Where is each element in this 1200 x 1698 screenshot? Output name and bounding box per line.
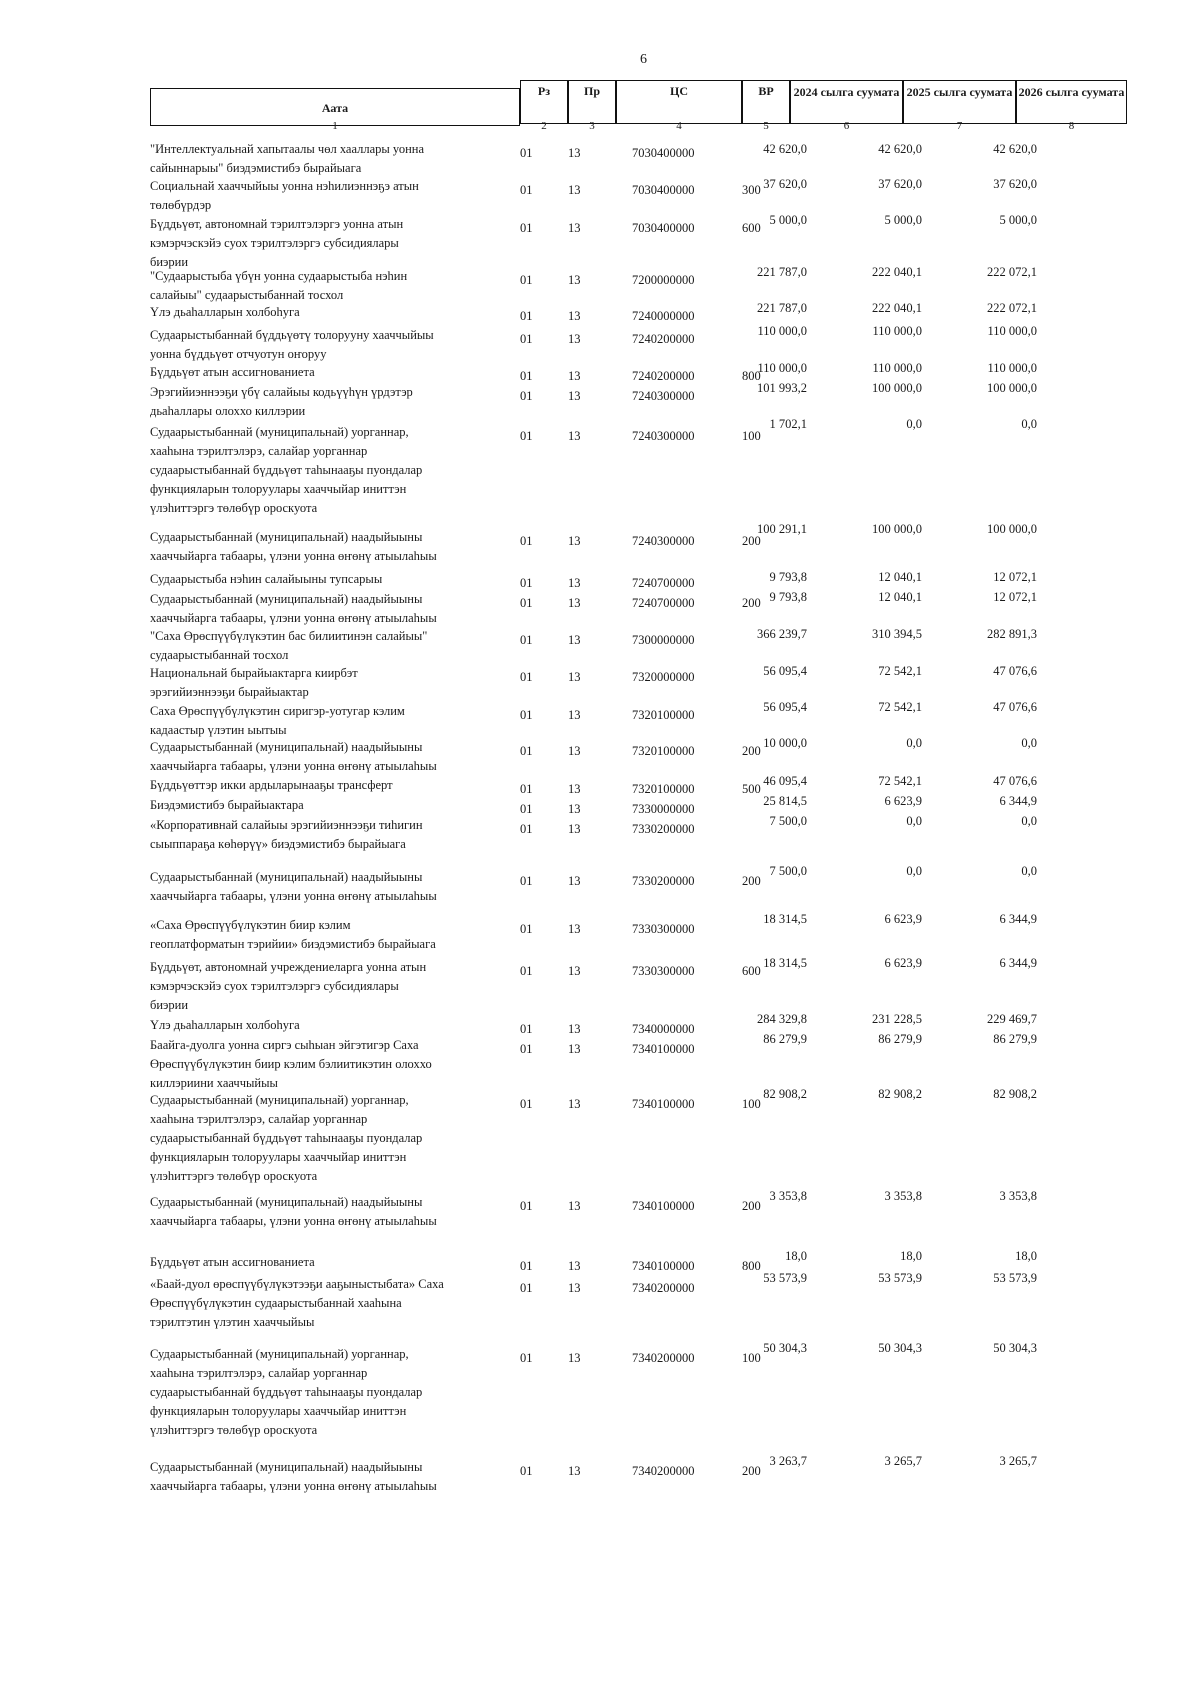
row-pr: 13 <box>568 146 581 160</box>
row-vr: 200 <box>742 1199 761 1213</box>
col-num-1: 1 <box>332 120 338 132</box>
col-num-6: 6 <box>843 120 850 132</box>
row-value-2025: 6 623,9 <box>884 956 922 970</box>
row-value-2025: 0,0 <box>906 417 922 431</box>
col-num-4: 4 <box>676 120 682 132</box>
row-cs: 7340100000 <box>632 1259 695 1273</box>
row-name: Судаарыстыбаннай (муниципальнай) наадыйыыны хааччыйарга табаары, үлэни уонна өҥөнү атыылаһыы <box>150 592 437 625</box>
row-value-2024: 5 000,0 <box>769 213 807 227</box>
row-rz: 01 <box>520 1351 533 1365</box>
row-value-2025: 50 304,3 <box>878 1341 922 1355</box>
row-value-2024: 110 000,0 <box>757 324 807 338</box>
row-name: Саха Өрөспүүбүлүкэтин сиригэр-уотугар кэлим кадаастыр үлэтин ыытыы <box>150 704 405 737</box>
row-value-2024: 221 787,0 <box>757 265 807 279</box>
row-rz: 01 <box>520 1199 533 1213</box>
row-value-2025: 12 040,1 <box>878 590 922 604</box>
row-rz: 01 <box>520 369 533 383</box>
row-rz: 01 <box>520 183 533 197</box>
row-value-2024: 82 908,2 <box>763 1087 807 1101</box>
row-pr: 13 <box>568 1199 581 1213</box>
row-rz: 01 <box>520 802 533 816</box>
row-name: Судаарыстыбаннай (муниципальнай) уорганнар, хааһына тэрилтэлэрэ, салайар уорганнар судаарыстыбаннай бүддьүөт таһынааҕы пуондалар функцияларын толоруулары хааччыйар иниттэн үлэһиттэргэ төлөбүр ороскуота <box>150 1347 423 1437</box>
header-pr: Пр <box>568 80 616 124</box>
row-value-2025: 3 265,7 <box>884 1454 922 1468</box>
row-vr: 200 <box>742 534 761 548</box>
row-pr: 13 <box>568 369 581 383</box>
row-name: Биэдэмистибэ бырайыактара <box>150 798 304 812</box>
row-rz: 01 <box>520 1259 533 1273</box>
row-name: "Судаарыстыба үбүн уонна судаарыстыба нэһин салайыы" судаарыстыбаннай тосхол <box>150 269 408 302</box>
row-value-2025: 100 000,0 <box>872 381 922 395</box>
row-name: «Баай-дуол өрөспүүбүлүкэтээҕи ааҕыныстыбата» Саха Өрөспүүбүлүкэтин судаарыстыбаннай хааһына тэрилтэтин үлэтин хааччыйыы <box>150 1277 444 1329</box>
row-value-2024: 110 000,0 <box>757 361 807 375</box>
row-value-2026: 282 891,3 <box>987 627 1037 641</box>
row-name: Баайга-дуолга уонна сиргэ сыһыан эйгэтигэр Саха Өрөспүүбүлүкэтин биир кэлим бэлиитикэтин олоххо киллэриини хааччыйыы <box>150 1038 432 1090</box>
row-name: Судаарыстыбаннай (муниципальнай) уорганнар, хааһына тэрилтэлэрэ, салайар уорганнар судаарыстыбаннай бүддьүөт таһынааҕы пуондалар функцияларын толоруулары хааччыйар иниттэн үлэһиттэргэ төлөбүр ороскуота <box>150 1093 423 1183</box>
row-value-2024: 3 263,7 <box>769 1454 807 1468</box>
row-rz: 01 <box>520 309 533 323</box>
row-pr: 13 <box>568 670 581 684</box>
row-cs: 7320100000 <box>632 744 695 758</box>
row-name: Судаарыстыба нэһин салайыыны тупсарыы <box>150 572 383 586</box>
row-cs: 7300000000 <box>632 633 695 647</box>
row-rz: 01 <box>520 429 533 443</box>
row-name: Национальнай бырайыактарга киирбэт эрэгийиэннээҕи бырайыактар <box>150 666 358 699</box>
row-value-2024: 7 500,0 <box>769 864 807 878</box>
row-pr: 13 <box>568 802 581 816</box>
row-value-2026: 222 072,1 <box>987 265 1037 279</box>
row-value-2024: 50 304,3 <box>763 1341 807 1355</box>
row-rz: 01 <box>520 633 533 647</box>
row-value-2025: 86 279,9 <box>878 1032 922 1046</box>
col-num-5: 5 <box>763 120 769 132</box>
row-rz: 01 <box>520 146 533 160</box>
row-cs: 7030400000 <box>632 146 695 160</box>
row-value-2025: 82 908,2 <box>878 1087 922 1101</box>
row-value-2026: 0,0 <box>1021 864 1037 878</box>
row-name: Бүддьүөт, автономнай тэрилтэлэргэ уонна атын кэмэрчэскэйэ суох тэрилтэлэргэ субсидиялары биэрии <box>150 217 404 269</box>
row-cs: 7340100000 <box>632 1042 695 1056</box>
row-pr: 13 <box>568 1097 581 1111</box>
row-rz: 01 <box>520 332 533 346</box>
row-cs: 7240700000 <box>632 596 695 610</box>
row-value-2024: 284 329,8 <box>757 1012 807 1026</box>
row-pr: 13 <box>568 576 581 590</box>
row-name: Судаарыстыбаннай (муниципальнай) наадыйыыны хааччыйарга табаары, үлэни уонна өҥөнү атыылаһыы <box>150 1460 437 1493</box>
row-cs: 7340100000 <box>632 1199 695 1213</box>
row-name: Үлэ дьаһалларын холбоһуга <box>150 305 300 319</box>
row-value-2025: 100 000,0 <box>872 522 922 536</box>
row-value-2026: 12 072,1 <box>993 590 1037 604</box>
row-value-2026: 47 076,6 <box>993 700 1037 714</box>
row-value-2026: 50 304,3 <box>993 1341 1037 1355</box>
row-rz: 01 <box>520 670 533 684</box>
row-rz: 01 <box>520 874 533 888</box>
row-value-2025: 222 040,1 <box>872 301 922 315</box>
row-value-2025: 72 542,1 <box>878 700 922 714</box>
row-value-2025: 5 000,0 <box>884 213 922 227</box>
row-rz: 01 <box>520 822 533 836</box>
row-value-2024: 221 787,0 <box>757 301 807 315</box>
header-vr: ВР <box>742 80 790 124</box>
row-value-2025: 0,0 <box>906 736 922 750</box>
row-cs: 7330000000 <box>632 802 695 816</box>
row-value-2025: 6 623,9 <box>884 912 922 926</box>
row-name: Судаарыстыбаннай (муниципальнай) уорганнар, хааһына тэрилтэлэрэ, салайар уорганнар судаарыстыбаннай бүддьүөт таһынааҕы пуондалар функцияларын толоруулары хааччыйар иниттэн үлэһиттэргэ төлөбүр ороскуота <box>150 425 423 515</box>
col-num-2: 2 <box>541 120 547 132</box>
row-value-2026: 18,0 <box>1015 1249 1037 1263</box>
row-cs: 7240300000 <box>632 429 695 443</box>
row-cs: 7330200000 <box>632 822 695 836</box>
row-value-2025: 231 228,5 <box>872 1012 922 1026</box>
row-value-2026: 37 620,0 <box>993 177 1037 191</box>
row-value-2026: 6 344,9 <box>999 794 1037 808</box>
row-cs: 7240200000 <box>632 332 695 346</box>
row-value-2026: 3 265,7 <box>999 1454 1037 1468</box>
row-name: Үлэ дьаһалларын холбоһуга <box>150 1018 300 1032</box>
row-value-2024: 46 095,4 <box>763 774 807 788</box>
row-value-2026: 110 000,0 <box>987 361 1037 375</box>
row-pr: 13 <box>568 874 581 888</box>
row-pr: 13 <box>568 273 581 287</box>
row-cs: 7340000000 <box>632 1022 695 1036</box>
row-vr: 300 <box>742 183 761 197</box>
row-vr: 200 <box>742 744 761 758</box>
row-value-2024: 37 620,0 <box>763 177 807 191</box>
row-value-2026: 100 000,0 <box>987 522 1037 536</box>
row-pr: 13 <box>568 534 581 548</box>
row-vr: 100 <box>742 1097 761 1111</box>
row-pr: 13 <box>568 922 581 936</box>
header-2025: 2025 сылга суумата <box>903 80 1016 124</box>
row-name: Судаарыстыбаннай (муниципальнай) наадыйыыны хааччыйарга табаары, үлэни уонна өҥөнү атыылаһыы <box>150 530 437 563</box>
row-pr: 13 <box>568 332 581 346</box>
row-cs: 7340200000 <box>632 1351 695 1365</box>
row-pr: 13 <box>568 782 581 796</box>
row-value-2026: 6 344,9 <box>999 956 1037 970</box>
row-vr: 100 <box>742 1351 761 1365</box>
header-2026: 2026 сылга суумата <box>1016 80 1127 124</box>
header-cs: ЦС <box>616 80 742 124</box>
row-name: Судаарыстыбаннай (муниципальнай) наадыйыыны хааччыйарга табаары, үлэни уонна өҥөнү атыылаһыы <box>150 1195 437 1228</box>
row-value-2026: 86 279,9 <box>993 1032 1037 1046</box>
row-pr: 13 <box>568 1042 581 1056</box>
row-vr: 200 <box>742 596 761 610</box>
row-cs: 7200000000 <box>632 273 695 287</box>
row-value-2025: 3 353,8 <box>884 1189 922 1203</box>
row-cs: 7320000000 <box>632 670 695 684</box>
row-value-2024: 18,0 <box>785 1249 807 1263</box>
row-cs: 7330300000 <box>632 922 695 936</box>
row-rz: 01 <box>520 1022 533 1036</box>
row-value-2025: 310 394,5 <box>872 627 922 641</box>
row-value-2025: 72 542,1 <box>878 664 922 678</box>
row-rz: 01 <box>520 596 533 610</box>
row-pr: 13 <box>568 964 581 978</box>
col-num-8: 8 <box>1068 120 1075 132</box>
row-name: "Интеллектуальнай хапытаалы чөл хааллары уонна сайыннарыы" биэдэмистибэ бырайыага <box>150 142 425 175</box>
row-value-2025: 18,0 <box>900 1249 922 1263</box>
row-name: «Саха Өрөспүүбүлүкэтин биир кэлим геоплатформатын тэрийии» биэдэмистибэ бырайыага <box>150 918 436 951</box>
row-rz: 01 <box>520 922 533 936</box>
row-value-2025: 0,0 <box>906 814 922 828</box>
row-value-2026: 222 072,1 <box>987 301 1037 315</box>
row-value-2024: 56 095,4 <box>763 700 807 714</box>
row-rz: 01 <box>520 744 533 758</box>
row-rz: 01 <box>520 782 533 796</box>
row-value-2025: 72 542,1 <box>878 774 922 788</box>
row-cs: 7240300000 <box>632 389 695 403</box>
row-value-2026: 42 620,0 <box>993 142 1037 156</box>
table-header <box>150 80 1127 132</box>
row-value-2024: 18 314,5 <box>763 956 807 970</box>
row-cs: 7030400000 <box>632 221 695 235</box>
row-value-2026: 53 573,9 <box>993 1271 1037 1285</box>
row-value-2025: 42 620,0 <box>878 142 922 156</box>
row-value-2024: 25 814,5 <box>763 794 807 808</box>
row-vr: 800 <box>742 1259 761 1273</box>
row-name: Социальнай хааччыйыы уонна нэһилиэннэҕэ атын төлөбүрдэр <box>150 179 419 212</box>
row-pr: 13 <box>568 1259 581 1273</box>
row-value-2024: 9 793,8 <box>769 590 807 604</box>
row-value-2025: 37 620,0 <box>878 177 922 191</box>
header-2024: 2024 сылга суумата <box>790 80 903 124</box>
row-value-2025: 222 040,1 <box>872 265 922 279</box>
row-rz: 01 <box>520 1281 533 1295</box>
row-cs: 7240300000 <box>632 534 695 548</box>
row-name: "Саха Өрөспүүбүлүкэтин бас билиитинэн салайыы" судаарыстыбаннай тосхол <box>150 629 428 662</box>
row-cs: 7340200000 <box>632 1464 695 1478</box>
row-value-2026: 6 344,9 <box>999 912 1037 926</box>
row-value-2026: 47 076,6 <box>993 774 1037 788</box>
row-value-2024: 10 000,0 <box>763 736 807 750</box>
row-pr: 13 <box>568 183 581 197</box>
row-pr: 13 <box>568 429 581 443</box>
row-value-2026: 12 072,1 <box>993 570 1037 584</box>
row-name: Бүддьүөт, автономнай учреждениеларга уонна атын кэмэрчэскэйэ суох тэрилтэлэргэ субсидиялары биэрии <box>150 960 427 1012</box>
row-name: Бүддьүөт атын ассигнованиета <box>150 1255 315 1269</box>
col-num-7: 7 <box>956 120 963 132</box>
row-value-2024: 101 993,2 <box>757 381 807 395</box>
header-rz: Рз <box>520 80 568 124</box>
row-value-2024: 366 239,7 <box>757 627 807 641</box>
row-value-2025: 6 623,9 <box>884 794 922 808</box>
row-value-2026: 82 908,2 <box>993 1087 1037 1101</box>
row-value-2024: 18 314,5 <box>763 912 807 926</box>
row-value-2026: 5 000,0 <box>999 213 1037 227</box>
row-pr: 13 <box>568 708 581 722</box>
row-vr: 200 <box>742 874 761 888</box>
row-vr: 500 <box>742 782 761 796</box>
row-value-2024: 42 620,0 <box>763 142 807 156</box>
row-cs: 7240200000 <box>632 369 695 383</box>
row-rz: 01 <box>520 1042 533 1056</box>
row-value-2025: 53 573,9 <box>878 1271 922 1285</box>
row-cs: 7330300000 <box>632 964 695 978</box>
row-value-2024: 100 291,1 <box>757 522 807 536</box>
row-value-2024: 1 702,1 <box>769 417 807 431</box>
row-cs: 7240700000 <box>632 576 695 590</box>
row-name: Бүддьүөт атын ассигнованиета <box>150 365 315 379</box>
row-vr: 200 <box>742 1464 761 1478</box>
row-cs: 7340100000 <box>632 1097 695 1111</box>
row-pr: 13 <box>568 633 581 647</box>
row-value-2026: 0,0 <box>1021 417 1037 431</box>
row-rz: 01 <box>520 273 533 287</box>
row-value-2025: 12 040,1 <box>878 570 922 584</box>
row-vr: 600 <box>742 964 761 978</box>
row-value-2026: 47 076,6 <box>993 664 1037 678</box>
row-value-2026: 110 000,0 <box>987 324 1037 338</box>
row-rz: 01 <box>520 576 533 590</box>
row-value-2025: 110 000,0 <box>872 324 922 338</box>
row-cs: 7330200000 <box>632 874 695 888</box>
row-value-2025: 110 000,0 <box>872 361 922 375</box>
row-name: Эрэгийиэннээҕи үбү салайыы кодьүүһүн үрдэтэр дьаһаллары олоххо киллэрии <box>150 385 413 418</box>
row-name: Судаарыстыбаннай бүддьүөтү толорууну хааччыйыы уонна бүддьүөт отчуотун оҥоруу <box>150 328 434 361</box>
row-vr: 600 <box>742 221 761 235</box>
row-cs: 7320100000 <box>632 708 695 722</box>
row-rz: 01 <box>520 1097 533 1111</box>
row-value-2026: 229 469,7 <box>987 1012 1037 1026</box>
row-cs: 7030400000 <box>632 183 695 197</box>
row-value-2024: 56 095,4 <box>763 664 807 678</box>
row-value-2024: 7 500,0 <box>769 814 807 828</box>
page-number: 6 <box>640 52 647 67</box>
row-name: Бүддьүөттэр икки ардыларынааҕы трансферт <box>150 778 393 792</box>
row-name: «Корпоративнай салайыы эрэгийиэннээҕи тиһигин сыыппараҕа көһөрүү» биэдэмистибэ бырайыага <box>150 818 423 851</box>
row-value-2026: 3 353,8 <box>999 1189 1037 1203</box>
row-rz: 01 <box>520 708 533 722</box>
row-rz: 01 <box>520 1464 533 1478</box>
row-pr: 13 <box>568 1281 581 1295</box>
header-name: Аата <box>150 88 520 126</box>
row-pr: 13 <box>568 389 581 403</box>
row-vr: 800 <box>742 369 761 383</box>
row-name: Судаарыстыбаннай (муниципальнай) наадыйыыны хааччыйарга табаары, үлэни уонна өҥөнү атыылаһыы <box>150 870 437 903</box>
row-pr: 13 <box>568 822 581 836</box>
row-pr: 13 <box>568 1022 581 1036</box>
row-value-2026: 0,0 <box>1021 814 1037 828</box>
row-cs: 7320100000 <box>632 782 695 796</box>
row-value-2025: 0,0 <box>906 864 922 878</box>
row-rz: 01 <box>520 221 533 235</box>
row-value-2024: 3 353,8 <box>769 1189 807 1203</box>
row-rz: 01 <box>520 534 533 548</box>
row-pr: 13 <box>568 596 581 610</box>
row-value-2024: 9 793,8 <box>769 570 807 584</box>
row-rz: 01 <box>520 389 533 403</box>
row-value-2024: 86 279,9 <box>763 1032 807 1046</box>
row-pr: 13 <box>568 744 581 758</box>
row-value-2026: 100 000,0 <box>987 381 1037 395</box>
row-pr: 13 <box>568 309 581 323</box>
row-value-2026: 0,0 <box>1021 736 1037 750</box>
row-cs: 7340200000 <box>632 1281 695 1295</box>
row-name: Судаарыстыбаннай (муниципальнай) наадыйыыны хааччыйарга табаары, үлэни уонна өҥөнү атыылаһыы <box>150 740 437 773</box>
col-num-3: 3 <box>589 120 595 132</box>
row-pr: 13 <box>568 221 581 235</box>
row-vr: 100 <box>742 429 761 443</box>
row-cs: 7240000000 <box>632 309 695 323</box>
row-pr: 13 <box>568 1464 581 1478</box>
row-value-2024: 53 573,9 <box>763 1271 807 1285</box>
row-pr: 13 <box>568 1351 581 1365</box>
row-rz: 01 <box>520 964 533 978</box>
